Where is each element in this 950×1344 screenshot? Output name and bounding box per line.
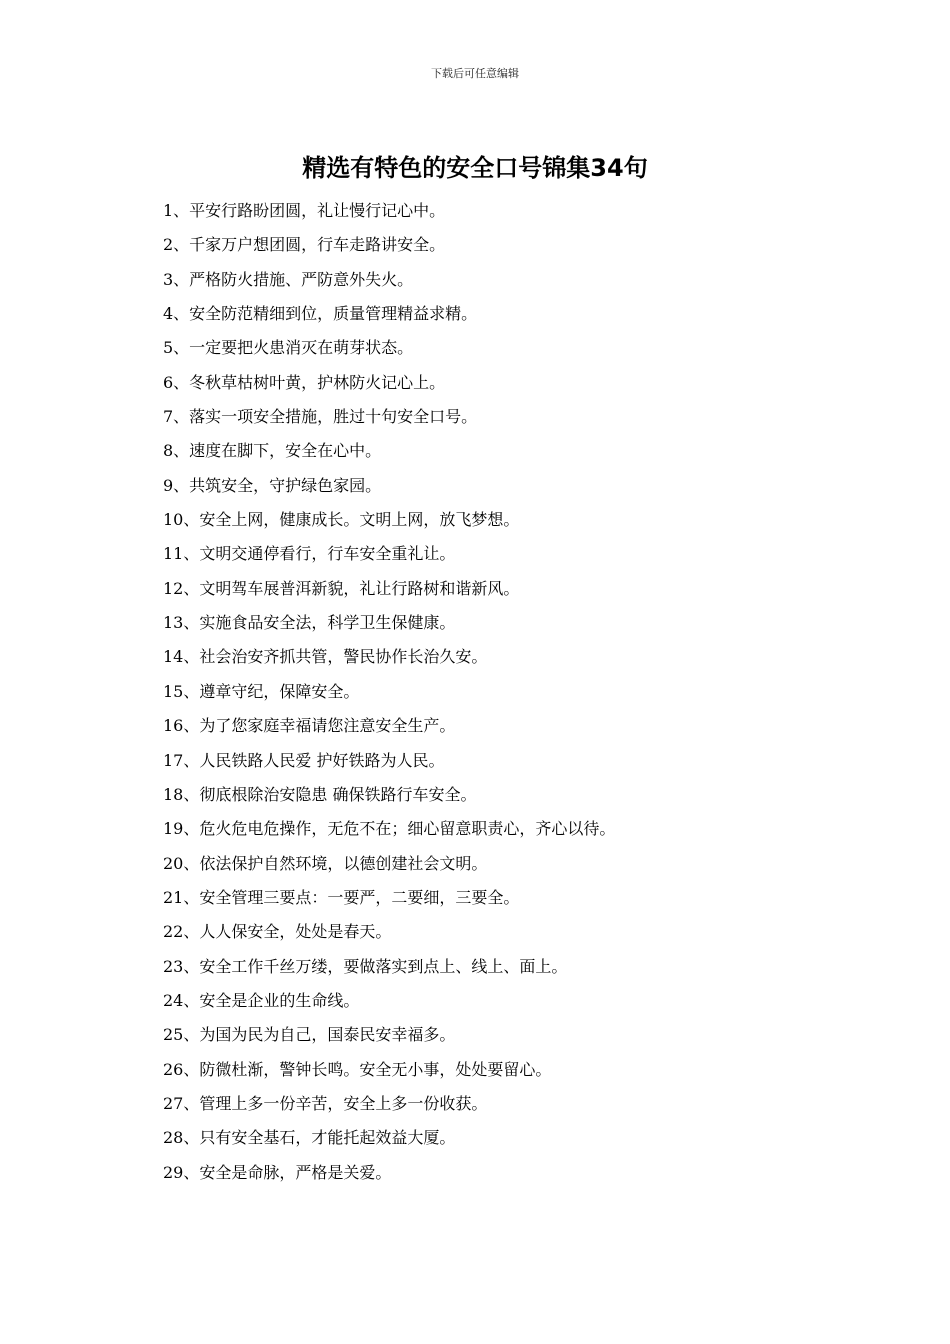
- list-item: 12、文明驾车展普洱新貌，礼让行路树和谐新风。: [163, 578, 520, 598]
- list-item: 7、落实一项安全措施，胜过十句安全口号。: [163, 407, 478, 427]
- list-item: 4、安全防范精细到位，质量管理精益求精。: [163, 304, 478, 324]
- list-item: 23、安全工作千丝万缕，要做落实到点上、线上、面上。: [163, 956, 568, 976]
- list-item: 11、文明交通停看行，行车安全重礼让。: [163, 544, 456, 564]
- list-item: 24、安全是企业的生命线。: [163, 990, 360, 1010]
- document-title: 精选有特色的安全口号锦集34句: [302, 154, 648, 182]
- list-item: 6、冬秋草枯树叶黄，护林防火记心上。: [163, 372, 446, 392]
- list-item: 17、人民铁路人民爱 护好铁路为人民。: [163, 750, 445, 770]
- list-item: 27、管理上多一份辛苦，安全上多一份收获。: [163, 1093, 488, 1113]
- list-item: 25、为国为民为自己，国泰民安幸福多。: [163, 1025, 456, 1045]
- list-item: 13、实施食品安全法，科学卫生保健康。: [163, 613, 456, 633]
- list-item: 10、安全上网，健康成长。文明上网，放飞梦想。: [163, 510, 520, 530]
- list-item: 26、防微杜渐，警钟长鸣。安全无小事，处处要留心。: [163, 1059, 552, 1079]
- list-item: 16、为了您家庭幸福请您注意安全生产。: [163, 716, 456, 736]
- list-item: 14、社会治安齐抓共管，警民协作长治久安。: [163, 647, 488, 667]
- list-item: 1、平安行路盼团圆，礼让慢行记心中。: [163, 201, 446, 220]
- list-item: 29、安全是命脉，严格是关爱。: [163, 1162, 392, 1182]
- list-item: 8、速度在脚下，安全在心中。: [163, 441, 382, 461]
- list-item: 15、遵章守纪，保障安全。: [163, 681, 360, 701]
- list-item: 28、只有安全基石，才能托起效益大厦。: [163, 1128, 456, 1148]
- list-item: 18、彻底根除治安隐患 确保铁路行车安全。: [163, 784, 477, 804]
- list-item: 20、依法保护自然环境，以德创建社会文明。: [163, 853, 488, 873]
- list-item: 9、共筑安全，守护绿色家园。: [163, 475, 382, 495]
- list-item: 5、一定要把火患消灭在萌芽状态。: [163, 338, 414, 358]
- list-item: 22、人人保安全，处处是春天。: [163, 922, 392, 942]
- list-item: 2、千家万户想团圆，行车走路讲安全。: [163, 235, 446, 255]
- list-item: 19、危火危电危操作，无危不在；细心留意职责心，齐心以待。: [163, 819, 616, 839]
- list-item: 21、安全管理三要点：一要严，二要细，三要全。: [163, 887, 520, 907]
- list-item: 3、严格防火措施、严防意外失火。: [163, 269, 414, 289]
- page-header: 下载后可任意编辑: [431, 67, 519, 80]
- slogan-list: [163, 197, 883, 1193]
